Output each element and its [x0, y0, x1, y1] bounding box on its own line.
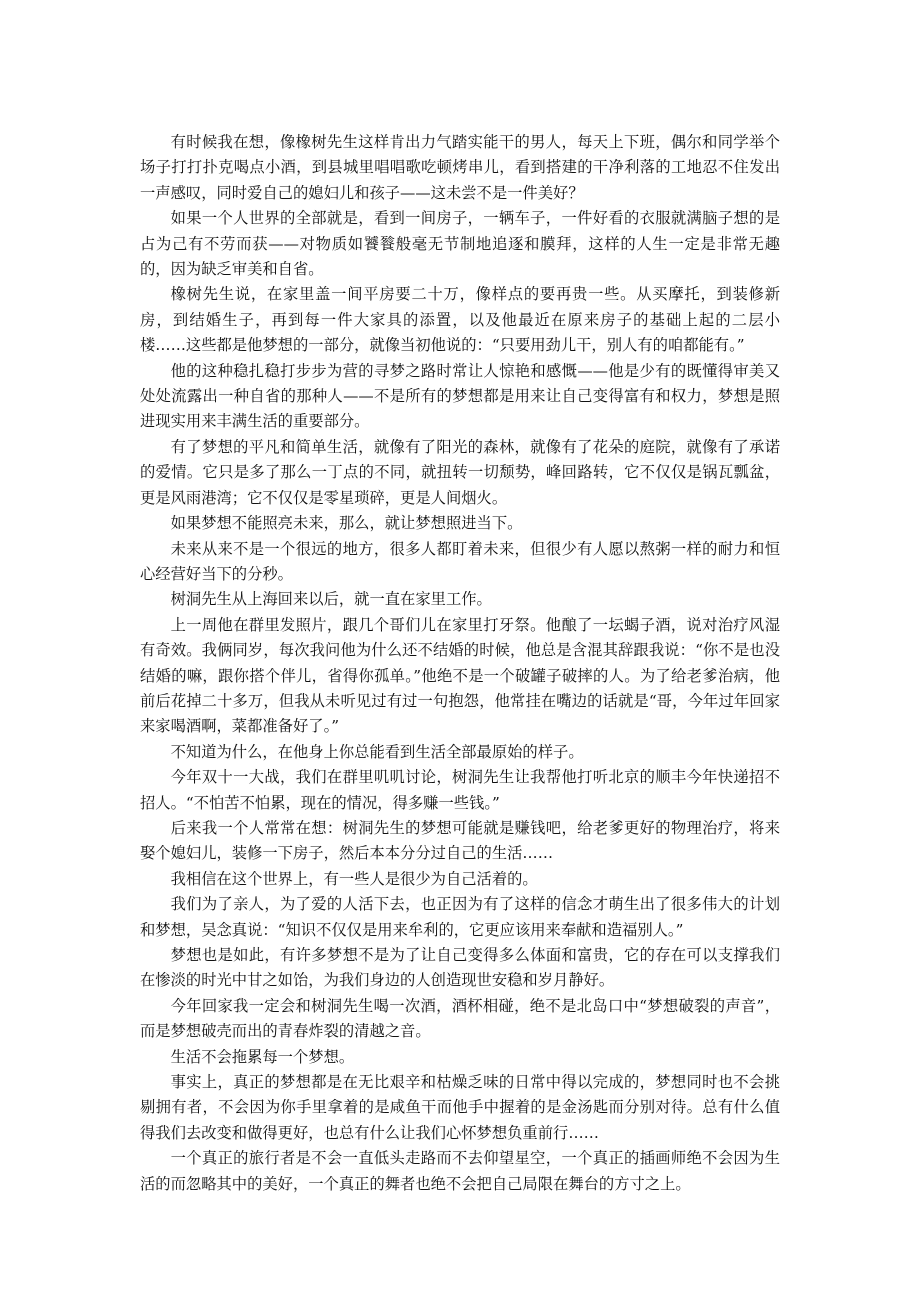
paragraph: 今年双十一大战，我们在群里叽叽讨论，树洞先生让我帮他打听北京的顺丰今年快递招不招人。“不怕苦不怕累，现在的情况，得多赚一些钱。” — [140, 768, 780, 812]
paragraph: 上一周他在群里发照片，跟几个哥们儿在家里打牙祭。他酿了一坛蝎子酒，说对治疗风湿有奇效。我俩同岁，每次我问他为什么还不结婚的时候，他总是含混其辞跟我说：“你不是也没结婚的嘛，跟你搭个伴儿，省得你孤单。”他绝不是一个破罐子破摔的人。为了给老爹治病，他前后花掉二十多万，但我从未听见过有过一句抱怨，他常挂在嘴边的话就是“哥，今年过年回家来家喝酒啊，菜都准备好了。” — [140, 615, 780, 736]
paragraph: 他的这种稳扎稳打步步为营的寻梦之路时常让人惊艳和感慨——他是少有的既懂得审美又处处流露出一种自省的那种人——不是所有的梦想都是用来让自己变得富有和权力，梦想是照进现实用来丰满生活的重要部分。 — [140, 361, 780, 431]
paragraph: 不知道为什么，在他身上你总能看到生活全部最原始的样子。 — [170, 742, 584, 761]
paragraph: 树洞先生从上海回来以后，就一直在家里工作。 — [170, 590, 492, 609]
paragraph: 梦想也是如此，有许多梦想不是为了让自己变得多么体面和富贵，它的存在可以支撑我们在惨淡的时光中甘之如饴，为我们身边的人创造现世安稳和岁月静好。 — [140, 946, 780, 990]
paragraph: 有了梦想的平凡和简单生活，就像有了阳光的森林，就像有了花朵的庭院，就像有了承诺的爱情。它只是多了那么一丁点的不同，就扭转一切颓势，峰回路转，它不仅仅是锅瓦瓢盆，更是风雨港湾；它不仅仅是零星琐碎，更是人间烟火。 — [140, 437, 780, 507]
paragraph: 如果一个人世界的全部就是，看到一间房子，一辆车子，一件好看的衣服就满脑子想的是占为己有不劳而获——对物质如饕餮般毫无节制地追逐和膜拜，这样的人生一定是非常无趣的，因为缺乏审美和自省。 — [140, 209, 780, 279]
paragraph: 我们为了亲人，为了爱的人活下去，也正因为有了这样的信念才萌生出了很多伟大的计划和梦想，吴念真说：“知识不仅仅是用来牟利的，它更应该用来奉献和造福别人。” — [140, 895, 780, 939]
paragraph: 生活不会拖累每一个梦想。 — [170, 1047, 355, 1066]
paragraph: 事实上，真正的梦想都是在无比艰辛和枯燥乏味的日常中得以完成的，梦想同时也不会挑剔拥有者，不会因为你手里拿着的是咸鱼干而他手中握着的是金汤匙而分别对待。总有什么值得我们去改变和做得更好，也总有什么让我们心怀梦想负重前行…… — [140, 1073, 780, 1142]
paragraph: 一个真正的旅行者是不会一直低头走路而不去仰望星空，一个真正的插画师绝不会因为生活的而忽略其中的美好，一个真正的舞者也绝不会把自己局限在舞台的方寸之上。 — [140, 1149, 780, 1193]
paragraph: 今年回家我一定会和树洞先生喝一次酒，酒杯相碰，绝不是北岛口中“梦想破裂的声音”，而是梦想破壳而出的青春炸裂的清越之音。 — [140, 996, 780, 1041]
paragraph: 我相信在这个世界上，有一些人是很少为自己活着的。 — [170, 869, 538, 888]
paragraph: 未来从来不是一个很远的地方，很多人都盯着未来，但很少有人愿以熬粥一样的耐力和恒心经营好当下的分秒。 — [140, 539, 780, 583]
paragraph: 如果梦想不能照亮未来，那么，就让梦想照进当下。 — [170, 514, 523, 533]
paragraph: 橡树先生说，在家里盖一间平房要二十万，像样点的要再贵一些。从买摩托，到装修新房，到结婚生子，再到每一件大家具的添置，以及他最近在原来房子的基础上起的二层小楼……这些都是他梦想的一部分，就像当初他说的：“只要用劲儿干，别人有的咱都能有。” — [140, 285, 780, 355]
paragraph: 有时候我在想，像橡树先生这样肯出力气踏实能干的男人，每天上下班，偶尔和同学举个场子打打扑克喝点小酒，到县城里唱唱歌吃顿烤串儿，看到搭建的干净利落的工地忍不住发出一声感叹，同时爱自己的媳妇儿和孩子——这未尝不是一件美好？ — [140, 133, 780, 202]
paragraph: 后来我一个人常常在想：树洞先生的梦想可能就是赚钱吧，给老爹更好的物理治疗，将来娶个媳妇儿，装修一下房子，然后本本分分过自己的生活…… — [140, 818, 780, 863]
article-body — [140, 130, 780, 1197]
